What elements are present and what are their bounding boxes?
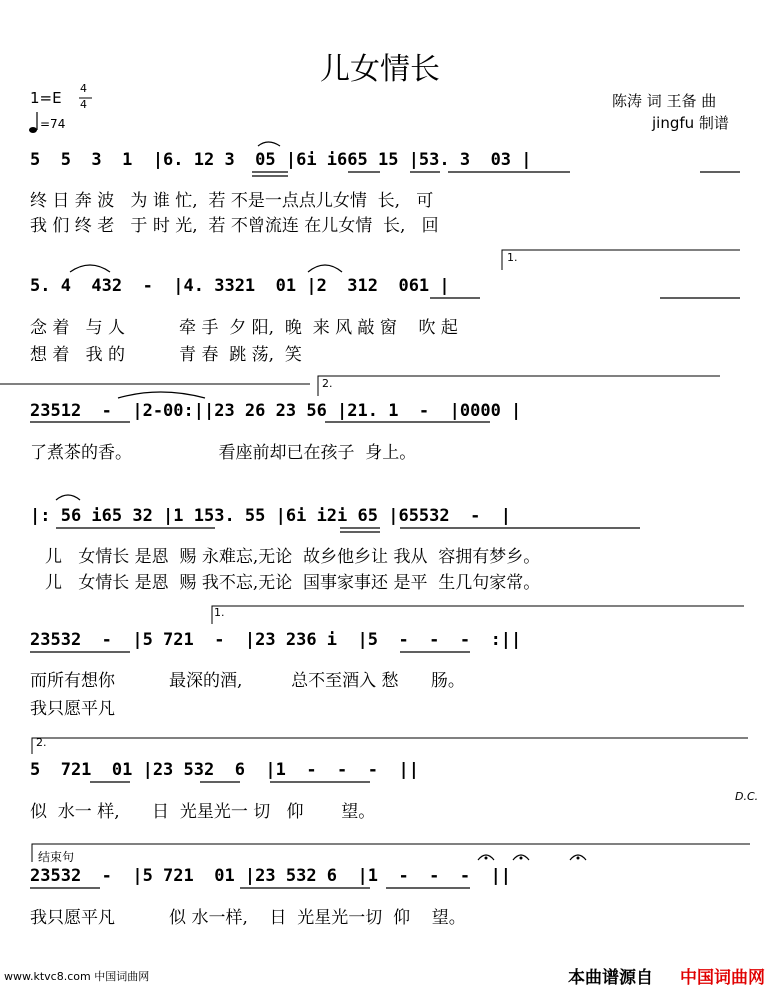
slur-arc <box>258 142 280 146</box>
footer-source-label: 本曲谱源自 <box>568 968 653 988</box>
lyric-row-6a: 似 水一 样, 日 光星光一 切 仰 望。 <box>30 802 376 822</box>
notation-row-7: 23532 - |5 721 01 |23 532 6 |1 - - - || <box>30 866 512 886</box>
volta-1-bracket <box>502 250 740 270</box>
notation-row-6: 5 721 01 |23 532 6 |1 - - - || <box>30 760 419 780</box>
footer-source-site: 中国词曲网 <box>680 968 765 988</box>
lyric-row-5b: 我只愿平凡 <box>30 699 115 719</box>
volta-2-label: 2. <box>322 377 333 390</box>
tempo-marking: =74 <box>40 117 66 131</box>
key-signature: 1=E <box>30 89 62 107</box>
notation-row-5: 23532 - |5 721 - |23 236 i |5 - - - :|| <box>30 630 522 650</box>
footer-source-left: www.ktvc8.com 中国词曲网 <box>4 970 150 983</box>
lyric-row-1a: 终 日 奔 波 为 谁 忙, 若 不是一点点儿女情 长, 可 <box>30 191 434 211</box>
ending-bracket <box>32 844 750 862</box>
page-title: 儿女情长 <box>320 52 440 87</box>
dc-mark: D.C. <box>735 790 759 803</box>
lyric-row-2a: 念 着 与 人 牵 手 夕 阳, 晚 来 风 敲 窗 吹 起 <box>30 318 458 338</box>
notation-row-4: |: 56 i65 32 |1 153. 55 |6i i2i 65 |65532 - | <box>30 506 512 526</box>
lyric-row-5a: 而所有想你 最深的酒, 总不至酒入 愁 肠。 <box>30 671 465 691</box>
fermata-dot <box>485 857 488 860</box>
lyric-row-1b: 我 们 终 老 于 时 光, 若 不曾流连 在儿女情 长, 回 <box>30 216 439 236</box>
slur-arc <box>56 495 80 500</box>
fermata-dot <box>520 857 523 860</box>
tempo-note-head <box>29 127 37 133</box>
volta-2-bracket <box>318 376 720 396</box>
time-signature-bottom: 4 <box>80 98 87 111</box>
lyric-row-4a: 儿 女情长 是恩 赐 永难忘,无论 故乡他乡让 我从 容拥有梦乡。 <box>45 547 541 567</box>
credits-arranger: jingfu 制谱 <box>652 114 729 132</box>
credits-composer: 陈涛 词 王备 曲 <box>612 92 717 110</box>
notation-row-2: 5. 4 432 - |4. 3321 01 |2 312 061 | <box>30 276 450 296</box>
volta-1b-bracket <box>212 606 744 624</box>
slur-arc <box>308 265 342 272</box>
lyric-row-7a: 我只愿平凡 似 水一样, 日 光星光一切 仰 望。 <box>30 908 466 928</box>
notation-row-3: 23512 - |2-00:||23 26 23 56 |21. 1 - |0000 | <box>30 401 522 421</box>
lyric-row-2b: 想 着 我 的 青 春 跳 荡, 笑 <box>30 345 302 365</box>
volta-2b-bracket <box>32 738 748 754</box>
lyric-row-3a: 了煮茶的香。 看座前却已在孩子 身上。 <box>30 443 417 463</box>
slur-arc <box>118 392 205 398</box>
fermata-dot <box>577 857 580 860</box>
lyric-row-4b: 儿 女情长 是恩 赐 我不忘,无论 国事家事还 是平 生几句家常。 <box>45 573 541 593</box>
volta-2b-label: 2. <box>36 736 47 749</box>
ending-label: 结束句 <box>38 850 75 864</box>
notation-row-1: 5 5 3 1 |6. 12 3 05 |6i i665 15 |53. 3 03 | <box>30 150 532 170</box>
time-signature-top: 4 <box>80 82 87 95</box>
slur-arc <box>70 265 110 272</box>
volta-1-label: 1. <box>507 251 518 264</box>
volta-1b-label: 1. <box>214 606 225 619</box>
